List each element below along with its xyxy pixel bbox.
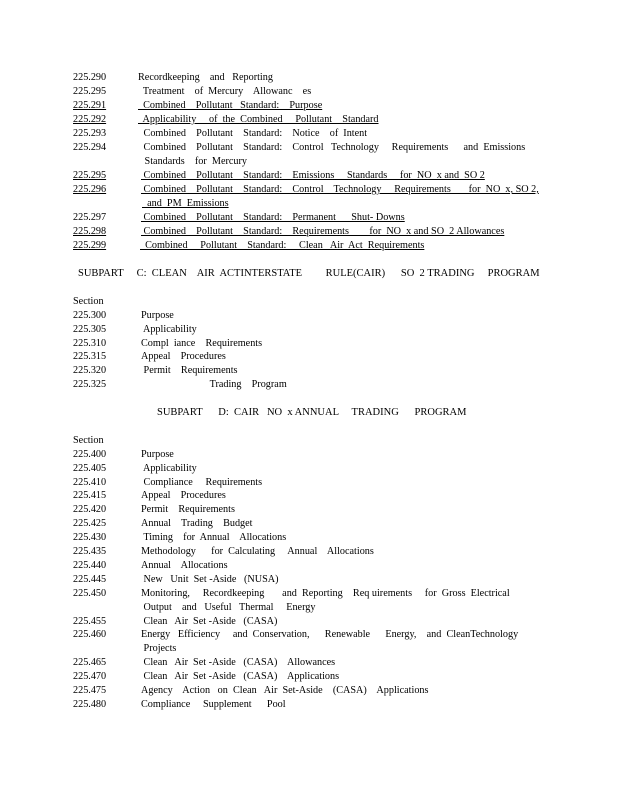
- section-title: New Unit Set -Aside (NUSA): [141, 574, 279, 585]
- section-number: 225.292: [73, 114, 107, 125]
- section-title-continued: Standards for Mercury: [142, 156, 247, 167]
- section-title: Purpose: [141, 449, 174, 460]
- section-number: 225.295: [73, 170, 107, 181]
- section-number: 225.410: [73, 477, 107, 488]
- section-number: 225.298: [73, 226, 107, 237]
- section-number: 225.325: [73, 379, 107, 390]
- section-title: Combined Pollutant Standard: Emissions Standards for NO x and SO 2: [141, 170, 485, 181]
- section-number: 225.435: [73, 546, 107, 557]
- section-number: 225.415: [73, 490, 107, 501]
- section-title: Appeal Procedures: [141, 490, 226, 501]
- section-title: Combined Pollutant Standard: Control Technology Requirements for NO x, SO 2,: [141, 184, 539, 195]
- section-title: Clean Air Set -Aside (CASA) Allowances: [141, 657, 336, 668]
- section-title: Annual Trading Budget: [141, 518, 253, 529]
- section-title: Combined Pollutant Standard: Purpose: [138, 100, 323, 111]
- section-number: 225.430: [73, 532, 107, 543]
- section-number: 225.297: [73, 212, 107, 223]
- section-number: 225.293: [73, 128, 107, 139]
- section-number: 225.400: [73, 449, 107, 460]
- section-title: Clean Air Set -Aside (CASA) Applications: [141, 671, 340, 682]
- section-number: 225.294: [73, 142, 107, 153]
- section-number: 225.296: [73, 184, 107, 195]
- section-number: 225.455: [73, 616, 107, 627]
- section-title: Compliance Requirements: [141, 477, 263, 488]
- section-title: Recordkeeping and Reporting: [138, 72, 273, 83]
- section-title: Purpose: [141, 310, 174, 321]
- section-number: 225.465: [73, 657, 107, 668]
- section-number: 225.310: [73, 338, 107, 349]
- section-title: Permit Requirements: [141, 504, 235, 515]
- section-label: Section: [73, 296, 104, 307]
- section-title: Combined Pollutant Standard: Notice of Intent: [141, 128, 368, 139]
- section-title: Combined Pollutant Standard: Permanent Shut- Downs: [141, 212, 405, 223]
- section-title-continued: Output and Useful Thermal Energy: [141, 602, 316, 613]
- section-title: Clean Air Set -Aside (CASA): [141, 616, 278, 627]
- section-title: Agency Action on Clean Air Set-Aside (CASA) Applications: [141, 685, 429, 696]
- section-number: 225.320: [73, 365, 107, 376]
- subpart-c-heading: SUBPART C: CLEAN AIR ACTINTERSTATE RULE(CAIR) SO 2 TRADING PROGRAM: [78, 268, 540, 279]
- section-number: 225.291: [73, 100, 107, 111]
- section-number: 225.445: [73, 574, 107, 585]
- section-number: 225.425: [73, 518, 107, 529]
- section-label: Section: [73, 435, 104, 446]
- section-title: Annual Allocations: [141, 560, 228, 571]
- section-title: Combined Pollutant Standard: Control Technology Requirements and Emissions: [141, 142, 526, 153]
- section-title: Combined Pollutant Standard: Clean Air Act Requirements: [140, 240, 425, 251]
- section-title-continued: Projects: [141, 643, 177, 654]
- section-number: 225.315: [73, 351, 107, 362]
- section-number: 225.450: [73, 588, 107, 599]
- section-title: Compl iance Requirements: [141, 338, 263, 349]
- section-title-continued: and PM Emissions: [142, 198, 229, 209]
- section-title: Compliance Supplement Pool: [141, 699, 286, 710]
- section-title: Applicability: [141, 463, 197, 474]
- section-number: 225.299: [73, 240, 107, 251]
- section-number: 225.300: [73, 310, 107, 321]
- section-title: Permit Requirements: [141, 365, 238, 376]
- section-number: 225.305: [73, 324, 107, 335]
- section-title: Monitoring, Recordkeeping and Reporting Req uirements for Gross Electrical: [141, 588, 510, 599]
- subpart-d-heading: SUBPART D: CAIR NO x ANNUAL TRADING PROGRAM: [157, 407, 467, 418]
- section-title: Treatment of Mercury Allowanc es: [138, 86, 312, 97]
- section-number: 225.460: [73, 629, 107, 640]
- section-number: 225.405: [73, 463, 107, 474]
- section-title: Applicability of the Combined Pollutant Standard: [138, 114, 379, 125]
- section-number: 225.475: [73, 685, 107, 696]
- section-title: Trading Program: [141, 379, 287, 390]
- section-number: 225.470: [73, 671, 107, 682]
- section-number: 225.290: [73, 72, 107, 83]
- section-title: Energy Efficiency and Conservation, Renewable Energy, and CleanTechnology: [141, 629, 519, 640]
- section-number: 225.295: [73, 86, 107, 97]
- section-title: Appeal Procedures: [141, 351, 226, 362]
- section-number: 225.480: [73, 699, 107, 710]
- section-title: Timing for Annual Allocations: [141, 532, 287, 543]
- section-number: 225.420: [73, 504, 107, 515]
- section-number: 225.440: [73, 560, 107, 571]
- section-title: Combined Pollutant Standard: Requirements for NO x and SO 2 Allowances: [141, 226, 505, 237]
- section-title: Applicability: [141, 324, 197, 335]
- section-title: Methodology for Calculating Annual Allocations: [141, 546, 374, 557]
